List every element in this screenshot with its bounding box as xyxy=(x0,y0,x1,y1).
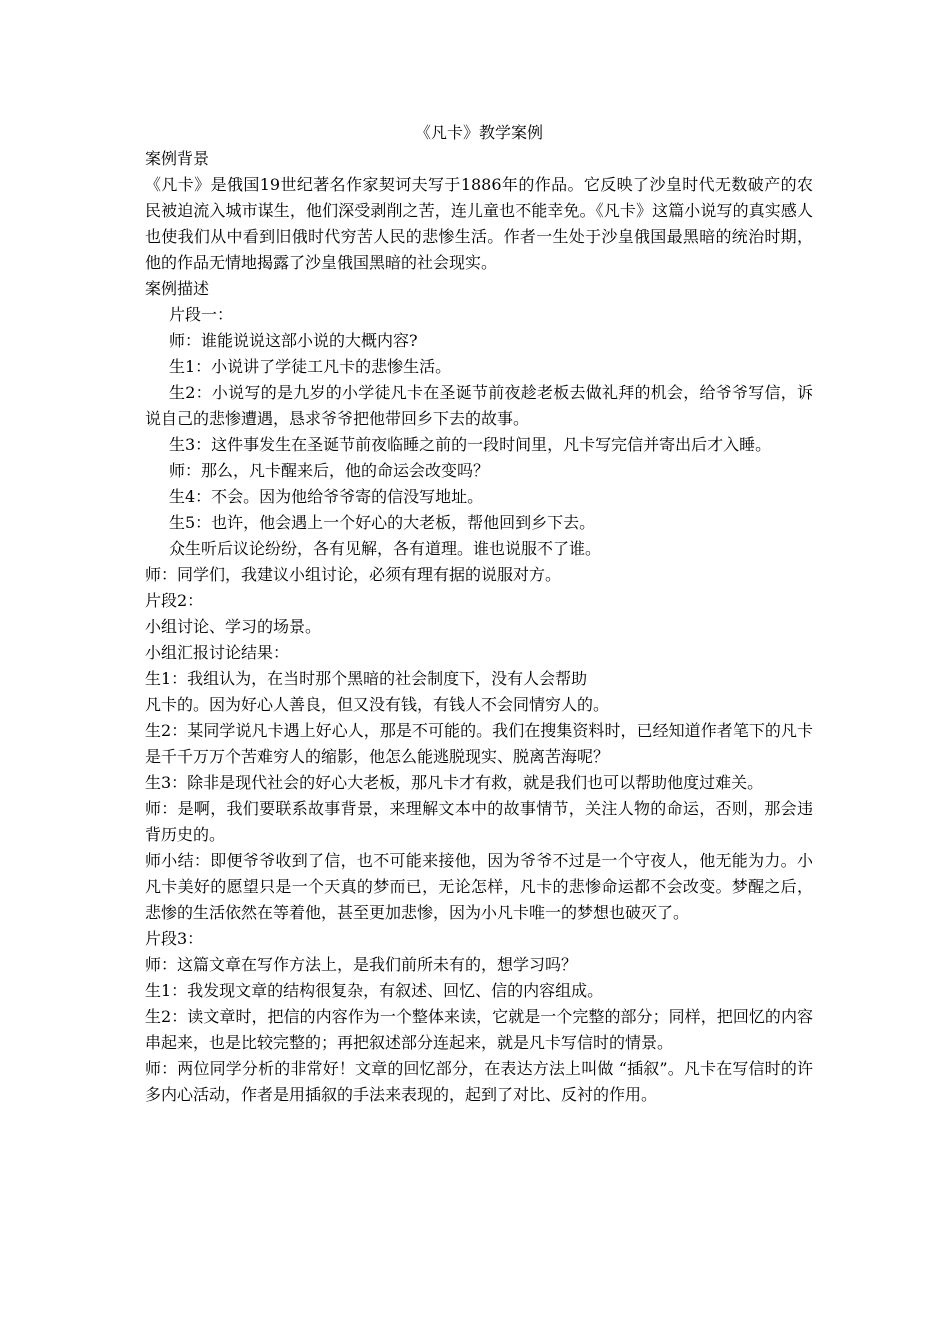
paragraph: 生1：我组认为，在当时那个黑暗的社会制度下，没有人会帮助 xyxy=(145,669,588,688)
paragraph: 凡卡的。因为好心人善良，但又没有钱，有钱人不会同情穷人的。 xyxy=(145,695,610,714)
paragraph: 生3：除非是现代社会的好心大老板，那凡卡才有救，就是我们也可以帮助他度过难关。 xyxy=(145,773,764,792)
paragraph: 生2：小说写的是九岁的小学徒凡卡在圣诞节前夜趁老板去做礼拜的机会，给爷爷写信，诉说自己的悲惨遭遇，恳求爷爷把他带回乡下去的故事。 xyxy=(145,383,813,428)
document-page xyxy=(145,120,813,1108)
paragraph: 师：是啊，我们要联系故事背景，来理解文本中的故事情节，关注人物的命运，否则，那会违背历史的。 xyxy=(145,799,813,844)
document-body xyxy=(145,146,813,1108)
paragraph: 小组汇报讨论结果： xyxy=(145,643,290,662)
paragraph: 师：同学们，我建议小组讨论，必须有理有据的说服对方。 xyxy=(145,565,562,584)
paragraph: 众生听后议论纷纷，各有见解，各有道理。谁也说服不了谁。 xyxy=(169,539,602,558)
paragraph: 生4：不会。因为他给爷爷寄的信没写地址。 xyxy=(169,487,484,506)
paragraph: 片段3： xyxy=(145,929,204,948)
paragraph: 师：谁能说说这部小说的大概内容? xyxy=(169,331,418,350)
paragraph: 师：两位同学分析的非常好！文章的回忆部分，在表达方法上叫做 “插叙”。凡卡在写信时的许多内心活动，作者是用插叙的手法来表现的，起到了对比、反衬的作用。 xyxy=(145,1059,813,1104)
paragraph: 生1：我发现文章的结构很复杂，有叙述、回忆、信的内容组成。 xyxy=(145,981,604,1000)
paragraph: 《凡卡》是俄国19世纪著名作家契诃夫写于1886年的作品。它反映了沙皇时代无数破产的农民被迫流入城市谋生，他们深受剥削之苦，连儿童也不能幸免。《凡卡》这篇小说写的真实感人也使我们从中看到旧俄时代穷苦人民的悲惨生活。作者一生处于沙皇俄国最黑暗的统治时期，他的作品无情地揭露了沙皇俄国黑暗的社会现实。 xyxy=(145,175,813,272)
paragraph: 案例描述 xyxy=(145,279,210,298)
paragraph: 生5：也许，他会遇上一个好心的大老板，帮他回到乡下去。 xyxy=(169,513,596,532)
paragraph: 片段2： xyxy=(145,591,204,610)
paragraph: 师小结：即便爷爷收到了信，也不可能来接他，因为爷爷不过是一个守夜人，他无能为力。小凡卡美好的愿望只是一个天真的梦而已，无论怎样，凡卡的悲惨命运都不会改变。梦醒之后，悲惨的生活依然在等着他，甚至更加悲惨，因为小凡卡唯一的梦想也破灭了。 xyxy=(145,851,813,922)
paragraph: 生3：这件事发生在圣诞节前夜临睡之前的一段时间里，凡卡写完信并寄出后才入睡。 xyxy=(169,435,772,454)
paragraph: 小组讨论、学习的场景。 xyxy=(145,617,322,636)
paragraph: 生1：小说讲了学徒工凡卡的悲惨生活。 xyxy=(169,357,452,376)
document-title: 《凡卡》教学案例 xyxy=(414,123,543,142)
paragraph: 师：那么，凡卡醒来后，他的命运会改变吗？ xyxy=(169,461,490,480)
paragraph: 片段一： xyxy=(169,305,234,324)
paragraph: 案例背景 xyxy=(145,149,210,168)
paragraph: 生2：某同学说凡卡遇上好心人，那是不可能的。我们在搜集资料时，已经知道作者笔下的凡卡是千千万万个苦难穷人的缩影，他怎么能逃脱现实、脱离苦海呢？ xyxy=(145,721,813,766)
paragraph: 生2：读文章时，把信的内容作为一个整体来读，它就是一个完整的部分；同样，把回忆的内容串起来，也是比较完整的；再把叙述部分连起来，就是凡卡写信时的情景。 xyxy=(145,1007,813,1052)
paragraph: 师：这篇文章在写作方法上，是我们前所未有的，想学习吗？ xyxy=(145,955,578,974)
